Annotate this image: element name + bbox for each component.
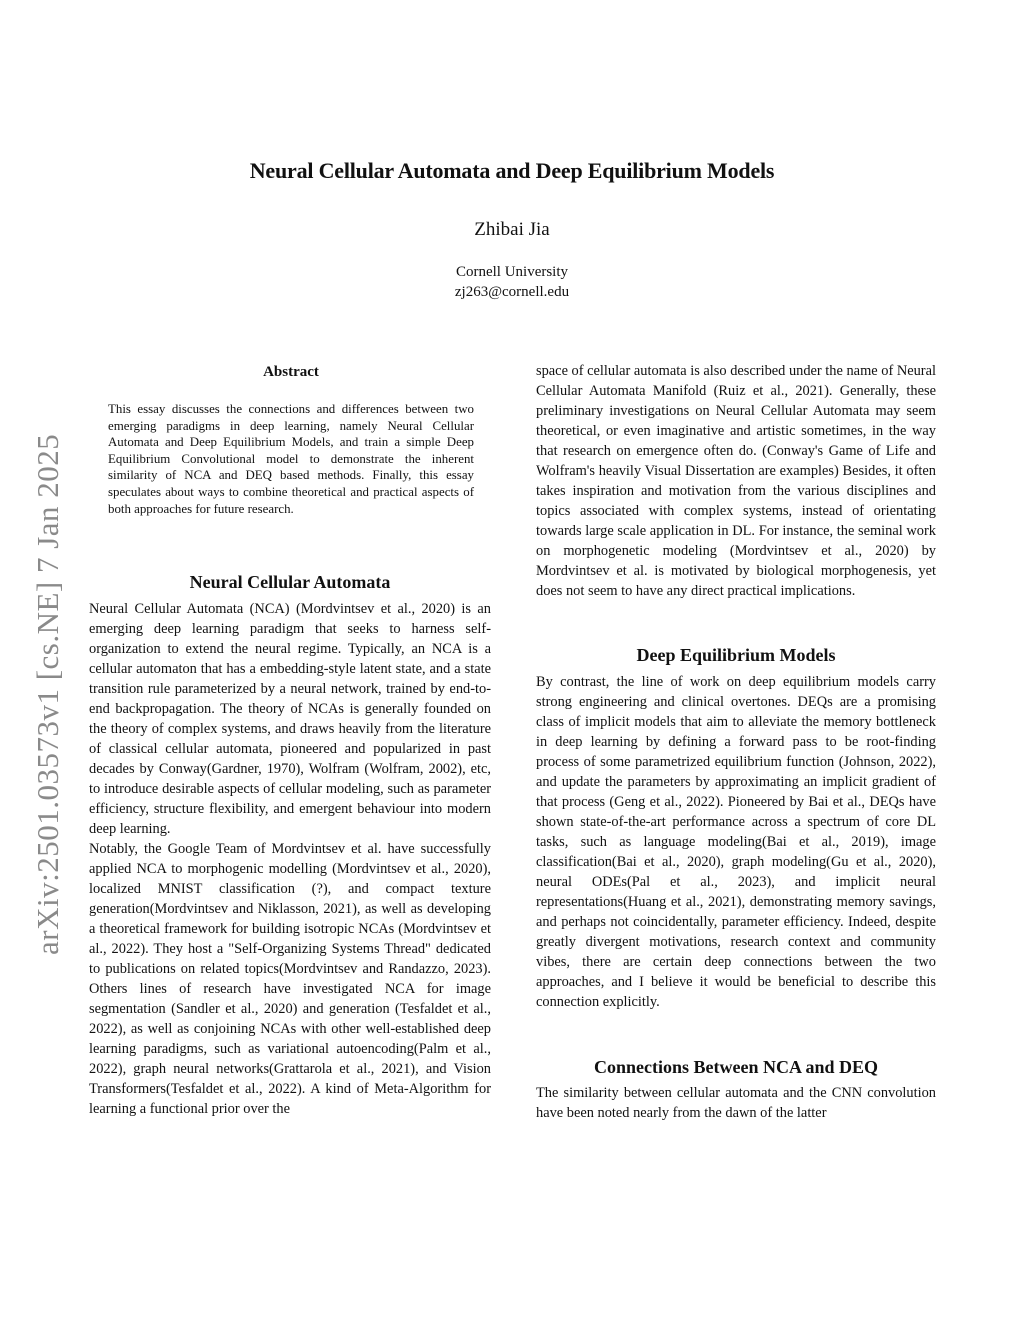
author-affiliation-block — [0, 262, 1024, 302]
section-heading-nca: Neural Cellular Automata — [189, 572, 391, 592]
abstract-text: This essay discusses the connections and differences between two emerging paradigms in deep learning, namely Neural Cellular Automata and Deep Equilibrium Models, and train a simple Deep Equilibrium Convolutional model to demonstrate the inherent similarity of NCA and DEQ based methods. Finally, this essay speculates about ways to combine theoretical and practical aspects of both approaches for future research. — [108, 402, 474, 516]
abstract-heading: Abstract — [263, 364, 319, 380]
arxiv-identifier-stamp: arXiv:2501.03573v1 [cs.NE] 7 Jan 2025 — [30, 433, 65, 955]
nca-paragraph-2: Notably, the Google Team of Mordvintsev et al. have successfully applied NCA to morphogenic modelling (Mordvintsev et al., 2020), localized MNIST classification (?), and compact texture generation(Mordvintsev and Niklasson, 2021), as well as developing a theoretical framework for building isotropic NCAs (Mordvintsev et al., 2022). They host a "Self-Organizing Systems Thread" dedicated to publications on related topics(Mordvintsev and Randazzo, 2023). Others lines of research have investigated NCA for image segmentation (Sandler et al., 2020) and generation (Tesfaldet et al., 2022), as well as conjoining NCAs with other well-established deep learning paradigms, such as variational autoencoding(Palm et al., 2022), graph neural networks(Grattarola et al., 2021), and Vision Transformers(Tesfaldet et al., 2022). A kind of Meta-Algorithm for learning a functional prior over the — [89, 841, 491, 1117]
left-column — [89, 570, 491, 1119]
section-heading-deq: Deep Equilibrium Models — [636, 645, 836, 665]
author-name: Zhibai Jia — [474, 219, 550, 240]
deq-paragraph: By contrast, the line of work on deep equilibrium models carry strong engineering and clinical overtones. DEQs are a promising class of implicit models that aim to alleviate the memory bottleneck in deep learning by defining a forward pass to be root-finding process of some parametrized equilibrium function (Johnson, 2022), and update the parameters by approximating an implicit gradient of that process (Geng et al., 2022). Pioneered by Bai et al., DEQs have shown state-of-the-art performance across a spectrum of core DL tasks, such as language modeling(Bai et al., 2019), image classification(Bai et al., 2020), graph modeling(Gu et al., 2020), neural ODEs(Pal et al., 2023), and implicit neural representations(Huang et al., 2021), demonstrating memory savings, and perhaps not coincidentally, parameter efficiency. Indeed, despite greatly divergent motivations, research context and community vibes, there are certain deep connections between the two approaches, and I believe it would be beneficial to describe this connection explicitly. — [536, 674, 936, 1010]
author-email: zj263@cornell.edu — [454, 284, 570, 300]
affiliation: Cornell University — [455, 264, 569, 280]
connections-paragraph: The similarity between cellular automata and the CNN convolution have been noted nearly from the dawn of the latter — [536, 1085, 936, 1121]
paper-title: Neural Cellular Automata and Deep Equilibrium Models — [249, 158, 775, 183]
nca-paragraph-continued: space of cellular automata is also described under the name of Neural Cellular Automata Manifold (Ruiz et al., 2021). Generally, these preliminary investigations on Neural Cellular Automata may seem theoretical, or even imaginative and artistic sometimes, in the way that research on emergence often do. (Conway's Game of Life and Wolfram's heavily Visual Dissertation are examples) Besides, it often takes inspiration and motivation from the various disciplines and topics associated with complex systems, instead of orientating towards large scale application in DL. For instance, the seminal work on morphogenetic modeling (Mordvintsev et al., 2020) by Mordvintsev et al. is motivated by biological morphogenesis, yet does not seem to have any direct practical implications. — [536, 363, 936, 599]
right-column — [536, 361, 936, 1123]
nca-paragraph-1: Neural Cellular Automata (NCA) (Mordvintsev et al., 2020) is an emerging deep learning paradigm that seeks to harness self-organization to extend the neural regime. Typically, an NCA is a cellular automaton that has a embedding-style latent state, and a state transition rule parameterized by a neural network, trained by end-to-end backpropagation. The theory of NCAs is generally founded on the theory of complex systems, and draws heavily from the literature of classical cellular automata, pioneered and popularized in past decades by Conway(Gardner, 1970), Wolfram (Wolfram, 2002), etc, to introduce desirable aspects of cellular modeling, such as parameter efficiency, structure flexibility, and emergent behaviour into modern deep learning. — [89, 601, 491, 837]
section-heading-connections: Connections Between NCA and DEQ — [593, 1057, 879, 1077]
